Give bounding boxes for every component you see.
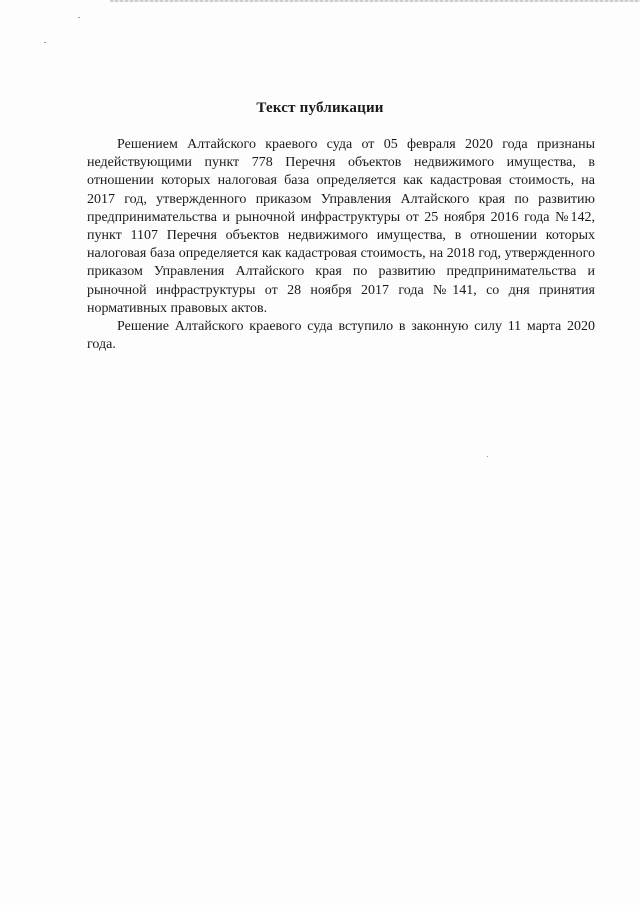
paragraph-effective-date: Решение Алтайского краевого суда вступило в законную силу 11 марта 2020 года.	[87, 319, 595, 353]
scan-speck	[78, 17, 80, 18]
document-title: Текст публикации	[256, 100, 384, 116]
paragraph-court-decision: Решением Алтайского краевого суда от 05 февраля 2020 года признаны недействующими пункт 778 Перечня объектов недвижимого имущества, в отношении которых налоговая база определяется как кадастровая стоимость, на 2017 год, утвержденного приказом Управления Алтайского края по развитию предпринимательства и рыночной инфраструктуры от 25 ноября 2016 года №142, пункт 1107 Перечня объектов недвижимого имущества, в отношении которых налоговая база определяется как кадастровая стоимость, на 2018 год, утвержденного приказом Управления Алтайского края по развитию предпринимательства и рыночной инфраструктуры от 28 ноября 2017 года №141, со дня принятия нормативных правовых актов.	[87, 137, 595, 316]
scan-speck	[487, 456, 488, 457]
scan-edge-artifact	[110, 0, 640, 2]
scan-speck	[44, 42, 46, 43]
document-body	[87, 136, 595, 354]
